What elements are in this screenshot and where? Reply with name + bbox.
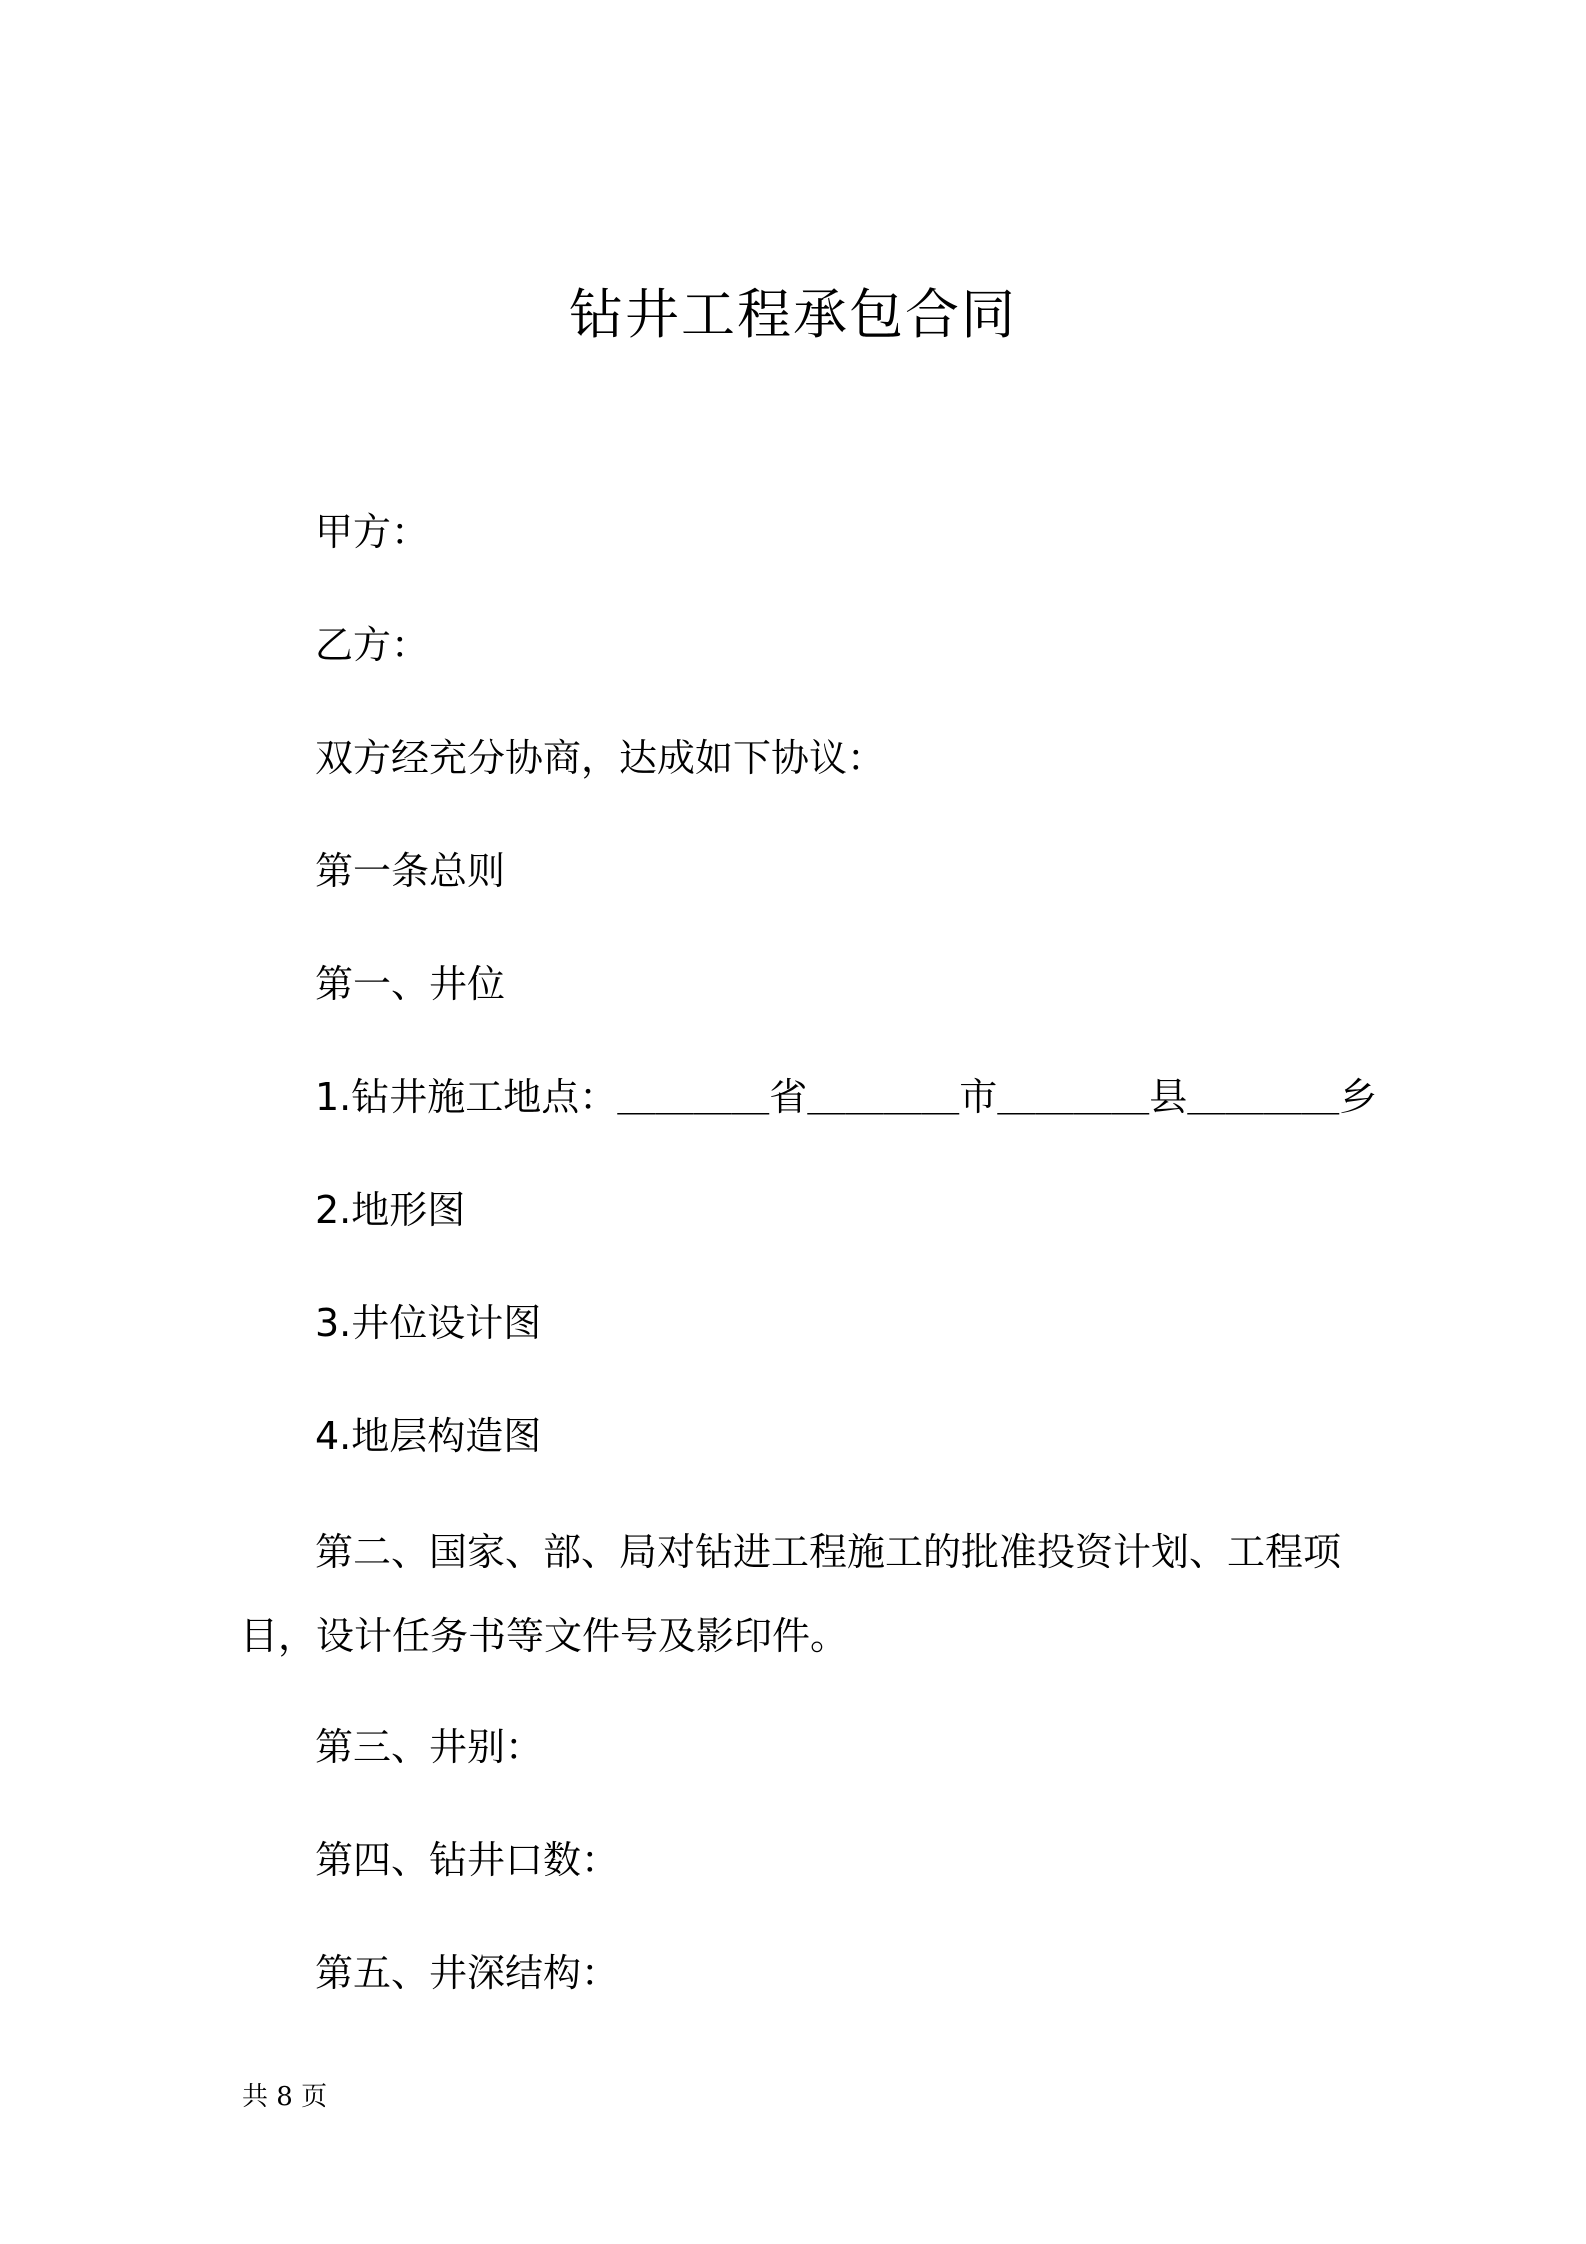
party-a-line: 甲方：: [315, 510, 430, 554]
item-topographic-map: 2.地形图: [315, 1188, 466, 1232]
agreement-intro-line: 双方经充分协商，达成如下协议：: [315, 736, 886, 780]
party-b-line: 乙方：: [315, 623, 430, 667]
item-stratigraphic-map: 4.地层构造图: [315, 1414, 542, 1458]
document-title: 钻井工程承包合同: [569, 283, 1017, 346]
section-five-well-depth: 第五、井深结构：: [315, 1951, 620, 1995]
section-three-well-type: 第三、井别：: [315, 1725, 544, 1769]
section-two-paragraph: 第二、国家、部、局对钻进工程施工的批准投资计划、工程项目，设计任务书等文件号及影印件。: [240, 1530, 1342, 1658]
item-well-design-drawing: 3.井位设计图: [315, 1301, 542, 1345]
section-four-well-count: 第四、钻井口数：: [315, 1838, 620, 1882]
article-one-heading: 第一条总则: [315, 849, 506, 893]
section-one-well-location: 第一、井位: [315, 962, 506, 1006]
item-drilling-site: 1.钻井施工地点：＿＿＿＿省＿＿＿＿市＿＿＿＿县＿＿＿＿乡: [315, 1075, 1378, 1119]
page-count-footer: 共 8 页: [242, 2082, 328, 2112]
